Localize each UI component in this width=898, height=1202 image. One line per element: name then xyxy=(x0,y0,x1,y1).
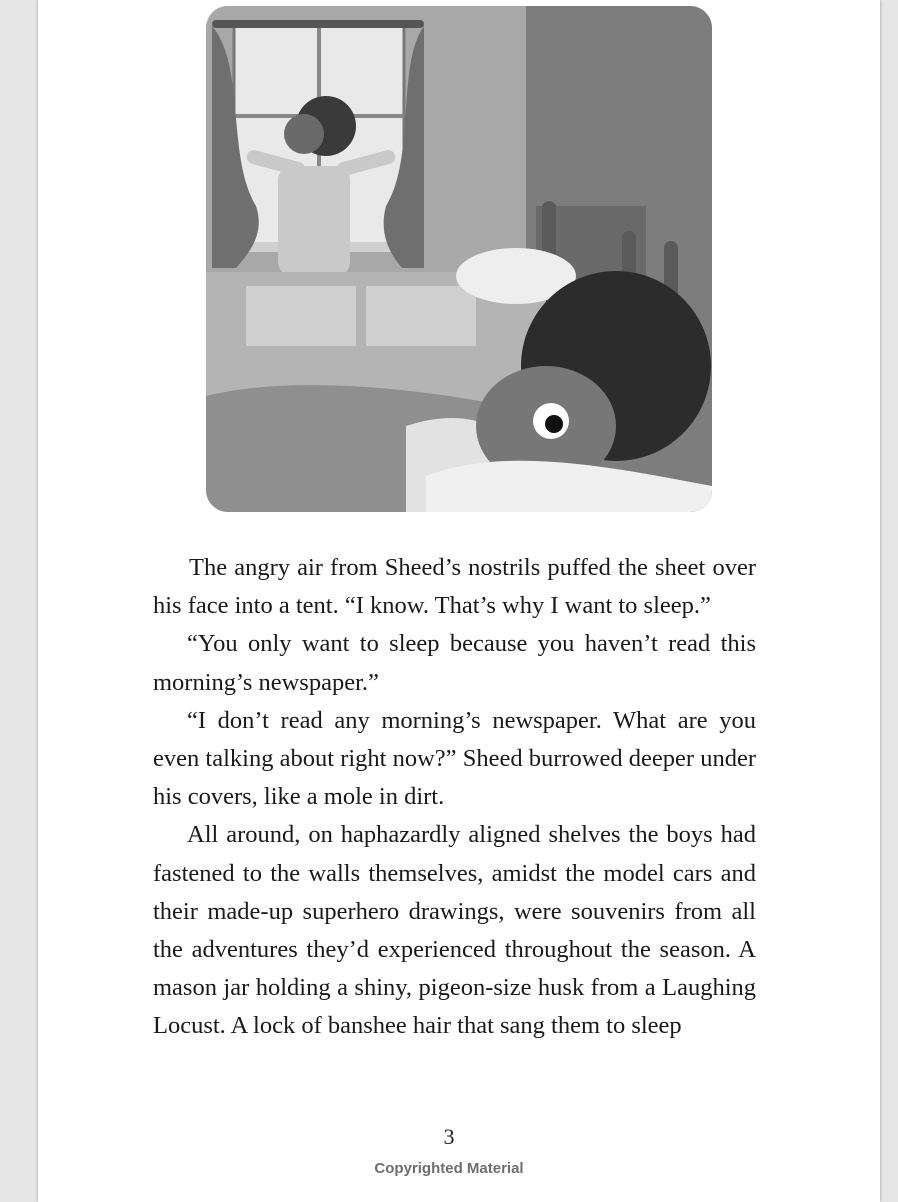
paragraph: All around, on haphazardly aligned shelves the boys had fastened to the walls themselves, amidst the model cars and their made-up superhero drawings, were souvenirs from all the adventures they’d experienced throughout the season. A mason jar holding a shiny, pigeon-size husk from a Laughing Locust. A lock of banshee hair that sang them to sleep xyxy=(153,821,756,1040)
bedroom-illustration-icon xyxy=(206,6,712,512)
paragraph: The angry air from Sheed’s nostrils puffed the sheet over his face into a tent. “I know. That’s why I want to sleep.” xyxy=(153,554,756,620)
copyright-footer: Copyrighted Material xyxy=(374,1160,524,1177)
bedroom-illustration xyxy=(206,6,712,512)
paragraph: “You only want to sleep because you haven’t read this morning’s newspaper.” xyxy=(153,630,756,696)
body-text xyxy=(153,549,756,1046)
paragraph: “I don’t read any morning’s newspaper. What are you even talking about right now?” Sheed burrowed deeper under his covers, like a mole in dirt. xyxy=(153,706,756,811)
page-number: 3 xyxy=(443,1124,455,1149)
